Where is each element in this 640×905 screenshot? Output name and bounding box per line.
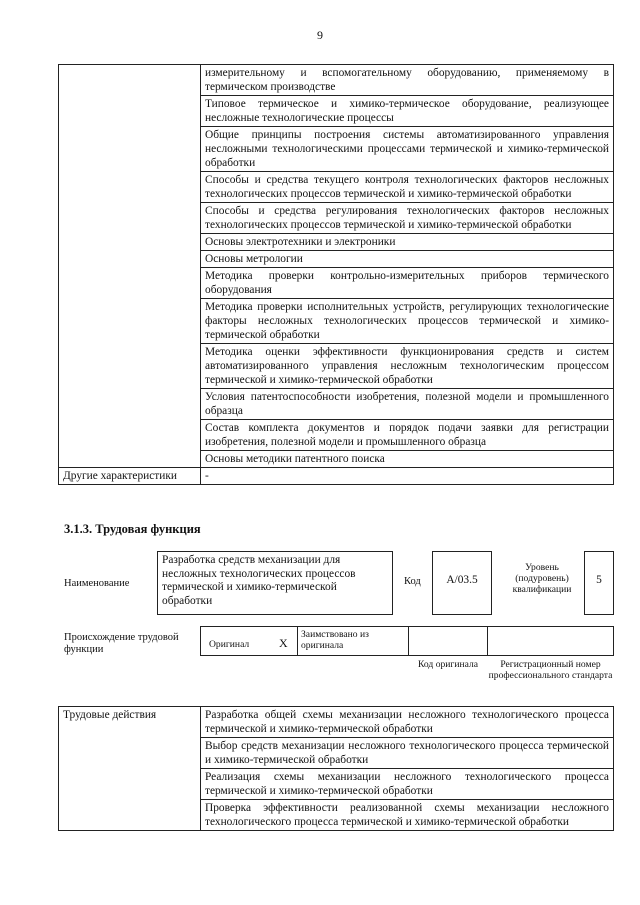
- original-box: [200, 626, 298, 656]
- other-characteristics-label: Другие характеристики: [59, 468, 201, 485]
- reg-number-box: [487, 626, 614, 656]
- original-mark: X: [279, 636, 288, 650]
- other-characteristics-value: -: [201, 468, 614, 485]
- knowledge-item: Методика проверки контрольно-измерительных приборов термического оборудования: [201, 268, 614, 299]
- knowledge-left-cell: [59, 65, 201, 468]
- knowledge-table: [58, 64, 614, 485]
- knowledge-item: Условия патентоспособности изобретения, полезной модели и промышленного образца: [201, 389, 614, 420]
- code-value-box: [432, 551, 492, 615]
- labor-action-item: Разработка общей схемы механизации несложного технологического процесса термической и химико-термической обработки: [201, 707, 614, 738]
- original-label: Оригинал: [209, 639, 250, 650]
- knowledge-item: Методика оценки эффективности функционирования средств и систем автоматизированного управления несложным технологическим процессом термической и химико-термической обработки: [201, 344, 614, 389]
- labor-action-item: Выбор средств механизации несложного технологического процесса термической и химико-термической обработки: [201, 738, 614, 769]
- code-label: Код: [404, 576, 421, 587]
- knowledge-item: измерительному и вспомогательному оборудованию, применяемому в термическом производстве: [201, 65, 614, 96]
- section-title: 3.1.3. Трудовая функция: [64, 522, 201, 536]
- knowledge-item: Общие принципы построения системы автоматизированного управления несложными технологическими процессами термической и химико-термической обработки: [201, 127, 614, 172]
- name-value: Разработка средств механизации для несложных технологических процессов термической и химико-термической обработки: [162, 554, 356, 607]
- level-value-box: [584, 551, 614, 615]
- knowledge-item: Методика проверки исполнительных устройств, регулирующих технологические факторы несложных технологических процессов термической и химико-термической обработки: [201, 299, 614, 344]
- knowledge-item: Способы и средства регулирования технологических факторов несложных технологических процессов термической и химико-термической обработки: [201, 203, 614, 234]
- code-original-label: Код оригинала: [417, 659, 479, 670]
- labor-action-item: Проверка эффективности реализованной схемы механизации несложного технологического процесса термической и химико-термической обработки: [201, 800, 614, 831]
- origin-label: Происхождение трудовой функции: [64, 632, 179, 655]
- page-number: 9: [317, 28, 323, 42]
- table-row: [59, 707, 614, 738]
- knowledge-item: Основы электротехники и электроники: [201, 234, 614, 251]
- borrowed-label: Заимствовано из оригинала: [301, 629, 369, 651]
- knowledge-item: Основы методики патентного поиска: [201, 451, 614, 468]
- code-value: А/03.5: [446, 574, 478, 586]
- knowledge-item: Типовое термическое и химико-термическое оборудование, реализующее несложные технологические процессы: [201, 96, 614, 127]
- knowledge-item: Состав комплекта документов и порядок подачи заявки для регистрации изобретения, полезной модели и промышленного образца: [201, 420, 614, 451]
- name-label: Наименование: [64, 578, 130, 589]
- name-value-box: [157, 551, 393, 615]
- code-original-box: [408, 626, 488, 656]
- labor-action-item: Реализация схемы механизации несложного технологического процесса термической и химико-термической обработки: [201, 769, 614, 800]
- level-label: Уровень (подуровень) квалификации: [512, 562, 572, 595]
- labor-actions-table: [58, 706, 614, 831]
- knowledge-item: Основы метрологии: [201, 251, 614, 268]
- borrowed-box: [297, 626, 409, 656]
- table-row: [59, 65, 614, 96]
- labor-actions-label: Трудовые действия: [59, 707, 201, 831]
- table-row: [59, 468, 614, 485]
- knowledge-item: Способы и средства текущего контроля технологических факторов несложных технологических процессов термической и химико-термической обработки: [201, 172, 614, 203]
- level-value: 5: [596, 574, 602, 586]
- reg-number-label: Регистрационный номер профессионального стандарта: [488, 659, 613, 681]
